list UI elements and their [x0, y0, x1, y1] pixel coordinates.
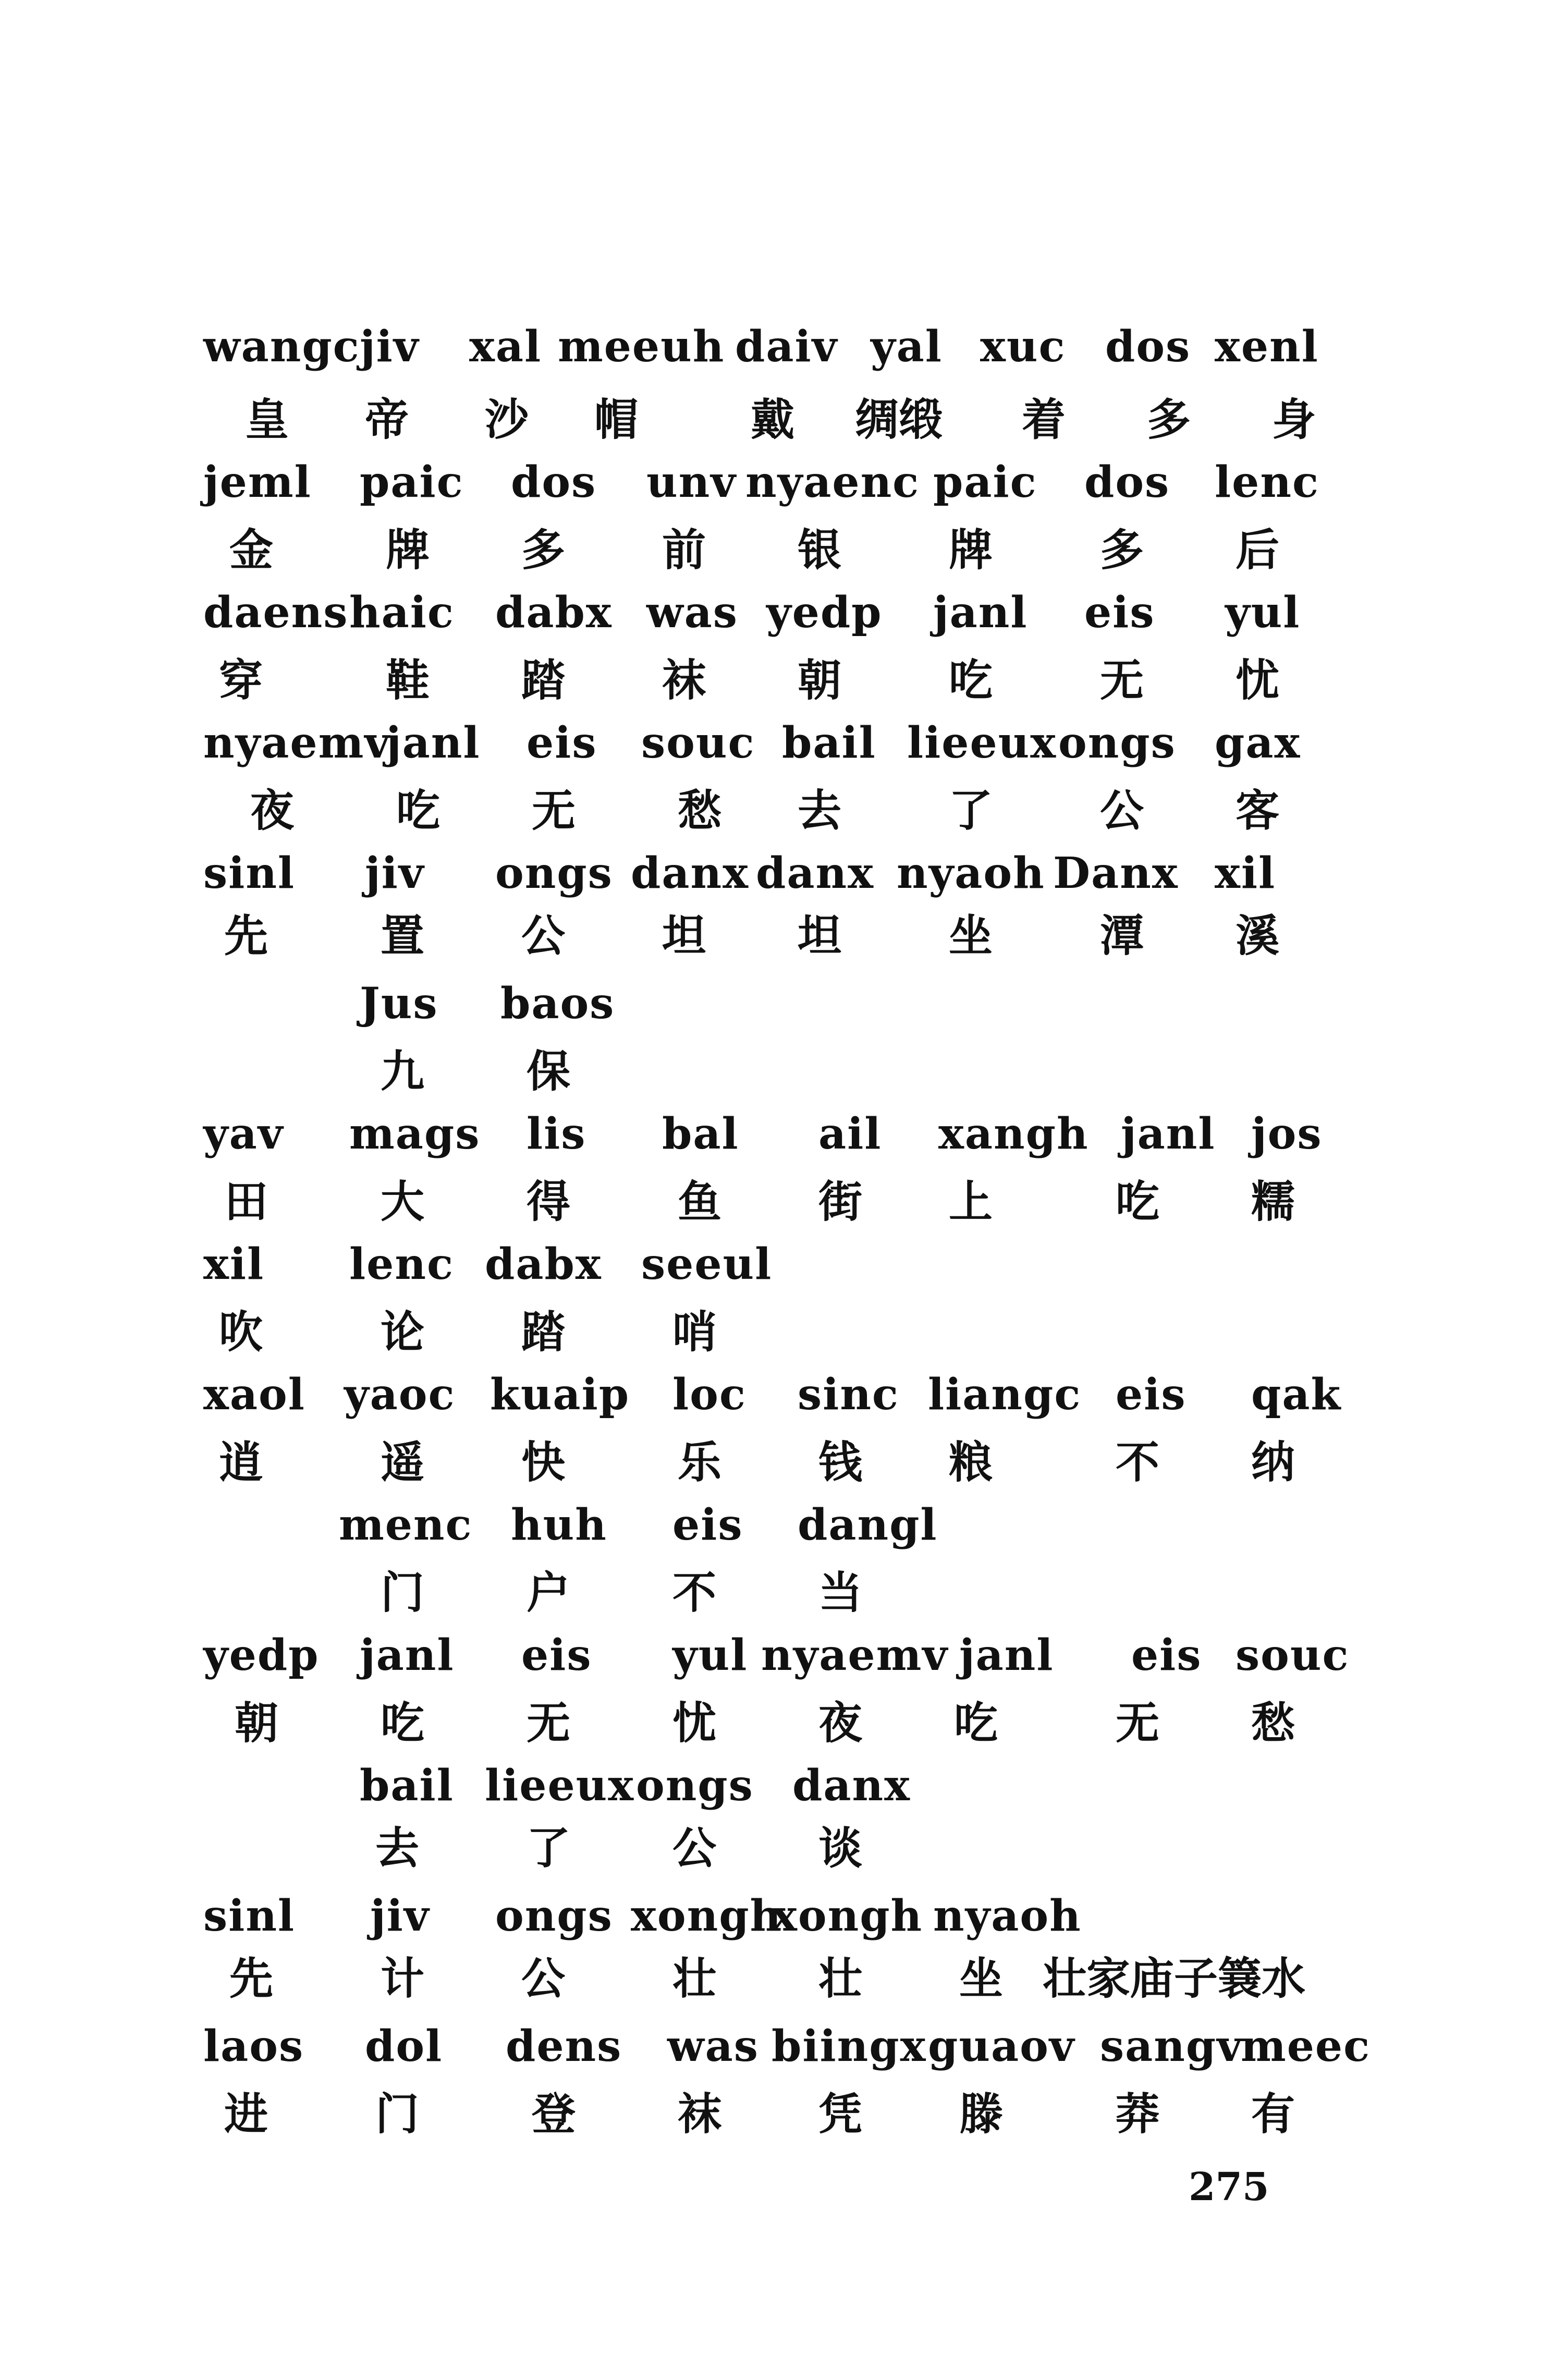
romanized-word: dens — [506, 2021, 622, 2071]
chinese-gloss-word: 金 — [229, 524, 274, 576]
romanized-word: bail — [360, 1761, 454, 1811]
chinese-gloss-word: 多 — [521, 524, 566, 576]
romanized-word: janl — [959, 1630, 1054, 1680]
chinese-gloss-word: 当 — [818, 1567, 863, 1618]
romanized-word: xongh — [772, 1891, 923, 1941]
chinese-gloss-word: 先 — [224, 910, 268, 961]
romanized-word: lieeux — [907, 718, 1057, 768]
romanized-word: xenl — [1215, 322, 1319, 372]
romanized-word: lieeux — [485, 1761, 635, 1811]
romanized-line — [0, 1486, 1541, 1564]
romanized-word: yul — [1225, 588, 1301, 638]
chinese-gloss-word: 遥 — [381, 1437, 425, 1488]
chinese-gloss-word: 戴 — [751, 394, 795, 445]
chinese-gloss-line — [0, 1939, 1541, 2018]
chinese-gloss-word: 鞋 — [386, 655, 430, 706]
romanized-word: janl — [386, 718, 481, 768]
romanized-line — [0, 1356, 1541, 1434]
chinese-gloss-word: 了 — [949, 785, 993, 836]
romanized-word: danx — [792, 1761, 911, 1811]
romanized-word: bal — [662, 1109, 739, 1159]
chinese-gloss-word: 进 — [224, 2089, 268, 2140]
chinese-gloss-word: 愁 — [678, 785, 722, 836]
chinese-gloss-word: 登 — [532, 2089, 576, 2140]
romanized-word: souc — [1236, 1630, 1350, 1680]
romanized-word: dos — [1105, 322, 1191, 372]
romanized-word: unv — [646, 457, 737, 507]
chinese-gloss-word: 愁 — [1251, 1698, 1295, 1749]
chinese-gloss-word: 保 — [527, 1046, 571, 1097]
romanized-word: yedp — [766, 588, 883, 638]
chinese-gloss-line — [0, 897, 1541, 975]
chinese-gloss-word: 大 — [381, 1176, 425, 1227]
chinese-gloss-word: 前 — [662, 524, 706, 576]
romanized-line — [0, 704, 1541, 782]
chinese-gloss-line — [0, 2075, 1541, 2153]
chinese-gloss-word: 踏 — [521, 655, 566, 706]
romanized-word: sangv — [1100, 2021, 1243, 2071]
romanized-word: liangc — [928, 1370, 1082, 1420]
chinese-gloss-word: 去 — [375, 1823, 420, 1874]
romanized-word: was — [667, 2021, 759, 2071]
chinese-gloss-word: 忧 — [672, 1698, 717, 1749]
chinese-gloss-word: 坐 — [949, 910, 993, 961]
page-number: 275 — [1189, 2165, 1269, 2210]
chinese-gloss-word: 夜 — [818, 1698, 863, 1749]
chinese-gloss-word: 袜 — [678, 2089, 722, 2140]
chinese-gloss-word: 不 — [672, 1567, 717, 1618]
romanized-word: sinc — [798, 1370, 899, 1420]
romanized-word: daiv — [735, 322, 838, 372]
chinese-gloss-word: 身 — [1272, 394, 1316, 445]
romanized-line — [0, 308, 1541, 386]
romanized-word: eis — [1084, 588, 1155, 638]
romanized-word: paic — [933, 457, 1037, 507]
romanized-word: dabx — [495, 588, 613, 638]
chinese-gloss-word: 夜 — [250, 785, 295, 836]
romanized-word: ongs — [636, 1761, 754, 1811]
romanized-word: was — [646, 588, 738, 638]
chinese-gloss-word: 公 — [521, 1953, 566, 2004]
chinese-gloss-word: 九 — [381, 1046, 425, 1097]
romanized-word: sinl — [203, 848, 296, 898]
chinese-gloss-word: 穿 — [219, 655, 263, 706]
chinese-gloss-word: 袜 — [662, 655, 706, 706]
chinese-gloss-word: 沙 — [485, 394, 529, 445]
romanized-word: Jus — [360, 979, 438, 1029]
chinese-gloss-word: 凭 — [818, 2089, 863, 2140]
chinese-gloss-word: 有 — [1251, 2089, 1295, 2140]
romanized-word: jos — [1251, 1109, 1323, 1159]
romanized-word: lenc — [349, 1239, 454, 1289]
chinese-gloss-word: 得 — [527, 1176, 571, 1227]
romanized-word: jiv — [365, 848, 425, 898]
chinese-gloss-word: 壮家庙子簔水 — [1043, 1953, 1306, 2004]
chinese-gloss-word: 壮 — [672, 1953, 717, 2004]
romanized-word: nyaemv — [761, 1630, 948, 1680]
chinese-gloss-word: 客 — [1236, 785, 1280, 836]
chinese-gloss-word: 快 — [521, 1437, 566, 1488]
romanized-word: janl — [1121, 1109, 1216, 1159]
chinese-gloss-word: 帽 — [594, 394, 639, 445]
chinese-gloss-line — [0, 1809, 1541, 1887]
romanized-word: ail — [818, 1109, 882, 1159]
chinese-gloss-word: 上 — [949, 1176, 993, 1227]
romanized-line — [0, 2007, 1541, 2085]
chinese-gloss-word: 无 — [1100, 655, 1144, 706]
chinese-gloss-word: 糯 — [1251, 1176, 1295, 1227]
romanized-word: lis — [527, 1109, 586, 1159]
chinese-gloss-word: 无 — [527, 1698, 571, 1749]
romanized-word: jiv — [370, 1891, 430, 1941]
romanized-word: Danx — [1053, 848, 1179, 898]
romanized-line — [0, 1616, 1541, 1694]
romanized-word: sinl — [203, 1891, 296, 1941]
romanized-word: ongs — [495, 848, 613, 898]
romanized-line — [0, 1095, 1541, 1173]
chinese-gloss-word: 朝 — [798, 655, 842, 706]
romanized-word: gax — [1215, 718, 1301, 768]
chinese-gloss-word: 银 — [798, 524, 842, 576]
romanized-word: dos — [1084, 457, 1170, 507]
romanized-word: janl — [933, 588, 1028, 638]
chinese-gloss-word: 公 — [521, 910, 566, 961]
romanized-word: yaoc — [344, 1370, 456, 1420]
romanized-word: xangh — [938, 1109, 1089, 1159]
chinese-gloss-word: 后 — [1236, 524, 1280, 576]
romanized-word: lenc — [1215, 457, 1319, 507]
chinese-gloss-word: 莽 — [1116, 2089, 1160, 2140]
romanized-word: bail — [782, 718, 876, 768]
romanized-word: nyaoh — [933, 1891, 1082, 1941]
romanized-word: kuaip — [490, 1370, 630, 1420]
romanized-word: loc — [672, 1370, 747, 1420]
romanized-line — [0, 965, 1541, 1043]
chinese-gloss-word: 坐 — [959, 1953, 1004, 2004]
chinese-gloss-word: 钱 — [818, 1437, 863, 1488]
chinese-gloss-word: 多 — [1147, 394, 1191, 445]
chinese-gloss-word: 先 — [229, 1953, 274, 2004]
chinese-gloss-word: 公 — [1100, 785, 1144, 836]
romanized-word: paic — [360, 457, 464, 507]
romanized-word: jeml — [203, 457, 312, 507]
chinese-gloss-word: 溪 — [1236, 910, 1280, 961]
chinese-gloss-word: 哨 — [672, 1307, 717, 1358]
romanized-word: huh — [511, 1500, 607, 1550]
chinese-gloss-word: 壮 — [818, 1953, 863, 2004]
romanized-word: laos — [203, 2021, 304, 2071]
romanized-word: xal — [469, 322, 542, 372]
chinese-gloss-word: 吃 — [949, 655, 993, 706]
chinese-gloss-word: 踏 — [521, 1307, 566, 1358]
romanized-word: danx — [756, 848, 874, 898]
chinese-gloss-word: 逍 — [219, 1437, 263, 1488]
romanized-word: danx — [631, 848, 749, 898]
romanized-word: yedp — [203, 1630, 320, 1680]
chinese-gloss-word: 皇 — [245, 394, 289, 445]
chinese-gloss-word: 粮 — [949, 1437, 993, 1488]
chinese-gloss-word: 无 — [532, 785, 576, 836]
chinese-gloss-word: 论 — [381, 1307, 425, 1358]
romanized-word: yul — [672, 1630, 748, 1680]
chinese-gloss-word: 门 — [381, 1567, 425, 1618]
chinese-gloss-word: 户 — [527, 1567, 571, 1618]
chinese-gloss-word: 坦 — [662, 910, 706, 961]
chinese-gloss-word: 鱼 — [678, 1176, 722, 1227]
chinese-gloss-word: 谈 — [818, 1823, 863, 1874]
chinese-gloss-word: 吃 — [381, 1698, 425, 1749]
romanized-word: dangl — [798, 1500, 938, 1550]
romanized-word: nyaoh — [897, 848, 1045, 898]
romanized-word: souc — [641, 718, 755, 768]
chinese-gloss-word: 门 — [375, 2089, 420, 2140]
romanized-word: qak — [1251, 1370, 1342, 1420]
romanized-word: dabx — [485, 1239, 602, 1289]
romanized-word: jiv — [360, 322, 420, 372]
romanized-word: xongh — [631, 1891, 782, 1941]
chinese-gloss-word: 多 — [1100, 524, 1144, 576]
romanized-word: eis — [527, 718, 597, 768]
romanized-word: eis — [1116, 1370, 1187, 1420]
romanized-word: mags — [349, 1109, 481, 1159]
chinese-gloss-word: 着 — [1022, 394, 1066, 445]
chinese-gloss-word: 公 — [672, 1823, 717, 1874]
chinese-gloss-word: 吃 — [396, 785, 441, 836]
romanized-word: meeuh — [558, 322, 725, 372]
romanized-word: xaol — [203, 1370, 305, 1420]
chinese-gloss-word: 潭 — [1100, 910, 1144, 961]
romanized-word: dol — [365, 2021, 443, 2071]
romanized-word: eis — [521, 1630, 592, 1680]
romanized-word: menc — [339, 1500, 473, 1550]
chinese-gloss-word: 吃 — [954, 1698, 998, 1749]
chinese-gloss-word: 置 — [381, 910, 425, 961]
romanized-word: wangc — [203, 322, 360, 372]
chinese-gloss-word: 滕 — [959, 2089, 1004, 2140]
romanized-word: meec — [1241, 2021, 1371, 2071]
romanized-word: eis — [672, 1500, 743, 1550]
romanized-word: xuc — [980, 322, 1066, 372]
romanized-word: guaov — [928, 2021, 1075, 2071]
romanized-word: haic — [349, 588, 455, 638]
romanized-line — [0, 443, 1541, 521]
chinese-gloss-word: 坦 — [798, 910, 842, 961]
chinese-gloss-word: 朝 — [235, 1698, 279, 1749]
romanized-word: ongs — [495, 1891, 613, 1941]
romanized-word: dos — [511, 457, 597, 507]
romanized-line — [0, 573, 1541, 652]
chinese-gloss-word: 绸缎 — [855, 394, 943, 445]
chinese-gloss-word: 不 — [1116, 1437, 1160, 1488]
chinese-gloss-word: 了 — [527, 1823, 571, 1874]
chinese-gloss-word: 牌 — [386, 524, 430, 576]
chinese-gloss-word: 忧 — [1236, 655, 1280, 706]
romanized-word: nyaemv — [203, 718, 390, 768]
chinese-gloss-word: 无 — [1116, 1698, 1160, 1749]
romanized-word: seeul — [641, 1239, 773, 1289]
chinese-gloss-word: 街 — [818, 1176, 863, 1227]
romanized-word: janl — [360, 1630, 455, 1680]
romanized-word: yal — [871, 322, 943, 372]
romanized-word: eis — [1131, 1630, 1202, 1680]
chinese-gloss-word: 吹 — [219, 1307, 263, 1358]
romanized-line — [0, 1225, 1541, 1303]
chinese-gloss-word: 乐 — [678, 1437, 722, 1488]
chinese-gloss-word: 帝 — [365, 394, 409, 445]
romanized-word: baos — [500, 979, 615, 1029]
chinese-gloss-word: 去 — [798, 785, 842, 836]
chinese-gloss-word: 牌 — [949, 524, 993, 576]
chinese-gloss-word: 田 — [224, 1176, 268, 1227]
chinese-gloss-word: 纳 — [1251, 1437, 1295, 1488]
romanized-word: xil — [1215, 848, 1276, 898]
romanized-word: yav — [203, 1109, 284, 1159]
romanized-word: biingx — [772, 2021, 927, 2071]
romanized-word: xil — [203, 1239, 265, 1289]
chinese-gloss-word: 计 — [381, 1953, 425, 2004]
chinese-gloss-word: 吃 — [1116, 1176, 1160, 1227]
romanized-word: daens — [203, 588, 349, 638]
romanized-word: nyaenc — [745, 457, 920, 507]
romanized-word: ongs — [1058, 718, 1176, 768]
